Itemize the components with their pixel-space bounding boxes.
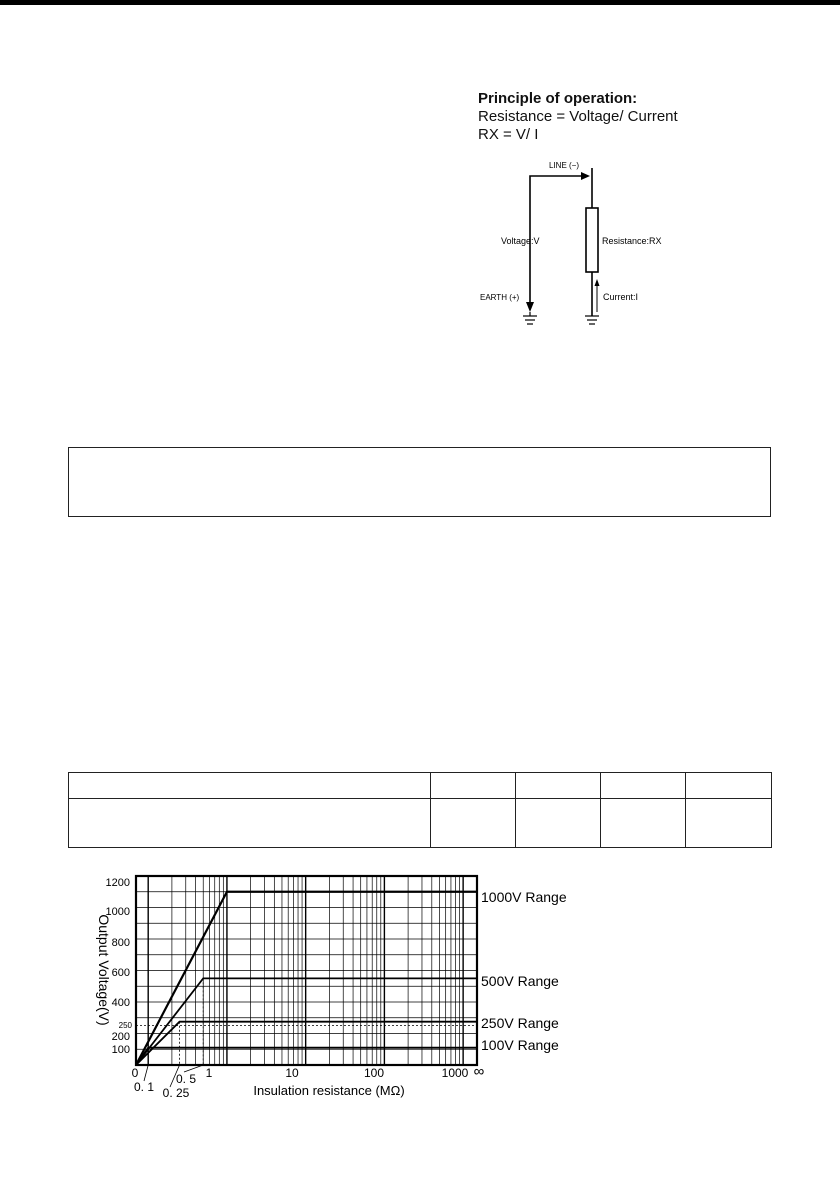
table-cell <box>431 773 516 799</box>
x-tick-10: 10 <box>285 1066 299 1080</box>
earth-ground-right <box>585 316 599 324</box>
chart-marks <box>136 892 477 1087</box>
y-tick-100: 100 <box>111 1044 130 1056</box>
earth-ground-left <box>523 312 537 324</box>
output-voltage-chart <box>0 860 840 1110</box>
x-axis-label: Insulation resistance (MΩ) <box>253 1083 405 1098</box>
x-tick-1000: 1000 <box>441 1066 469 1080</box>
current-arrow-head <box>595 279 600 286</box>
table-cell <box>686 799 772 848</box>
x-tick-infinity: ∞ <box>473 1063 485 1080</box>
annotation-leader-0-1 <box>144 1065 148 1081</box>
principle-formula-symbols: RX = V/ I <box>478 126 539 143</box>
resistor <box>586 208 598 272</box>
y-tick-200: 200 <box>111 1031 130 1043</box>
y-tick-800: 800 <box>111 937 130 949</box>
line-arrow <box>581 172 590 180</box>
table-cell <box>516 773 601 799</box>
table-cell <box>69 799 431 848</box>
y-tick-600: 600 <box>111 967 130 979</box>
circuit-diagram <box>470 160 690 340</box>
principle-block <box>478 90 678 144</box>
spec-table <box>68 772 772 848</box>
annotation-0-1: 0. 1 <box>133 1080 155 1094</box>
range-label-1000v: 1000V Range <box>481 889 567 905</box>
principle-formula-words: Resistance = Voltage/ Current <box>478 108 678 125</box>
chart-grid <box>136 876 477 1065</box>
y-axis-label: Output Voltage(V) <box>96 914 112 1026</box>
annotation-0-5: 0. 5 <box>175 1072 197 1086</box>
x-tick-1: 1 <box>205 1066 213 1080</box>
voltage-arrow-head <box>526 302 534 312</box>
table-cell <box>431 799 516 848</box>
range-label-250v: 250V Range <box>481 1015 559 1031</box>
page-top-rule <box>0 0 840 5</box>
table-cell <box>601 773 686 799</box>
y-tick-400: 400 <box>111 997 130 1009</box>
table-cell <box>601 799 686 848</box>
x-tick-0: 0 <box>131 1066 139 1080</box>
x-tick-100: 100 <box>363 1066 385 1080</box>
earth-label: EARTH (+) <box>480 293 520 302</box>
current-label: Current:I <box>603 292 639 302</box>
annotation-0-25: 0. 25 <box>162 1086 190 1100</box>
series-line-250v-range <box>136 1022 477 1065</box>
y-tick-250: 250 <box>118 1021 132 1030</box>
range-label-500v: 500V Range <box>481 973 559 989</box>
note-box <box>68 447 771 517</box>
range-label-100v: 100V Range <box>481 1037 559 1053</box>
table-row <box>69 773 772 799</box>
table-cell <box>516 799 601 848</box>
resistance-label: Resistance:RX <box>602 236 662 246</box>
table-cell <box>686 773 772 799</box>
principle-heading: Principle of operation: <box>478 90 638 107</box>
table-row <box>69 799 772 848</box>
voltage-label: Voltage:V <box>501 236 540 246</box>
y-tick-1000: 1000 <box>105 906 130 918</box>
y-tick-1200: 1200 <box>105 877 130 889</box>
series-line-100v-range <box>136 1048 477 1065</box>
line-label: LINE (−) <box>549 161 580 170</box>
table-cell <box>69 773 431 799</box>
chart-text <box>96 877 567 1100</box>
